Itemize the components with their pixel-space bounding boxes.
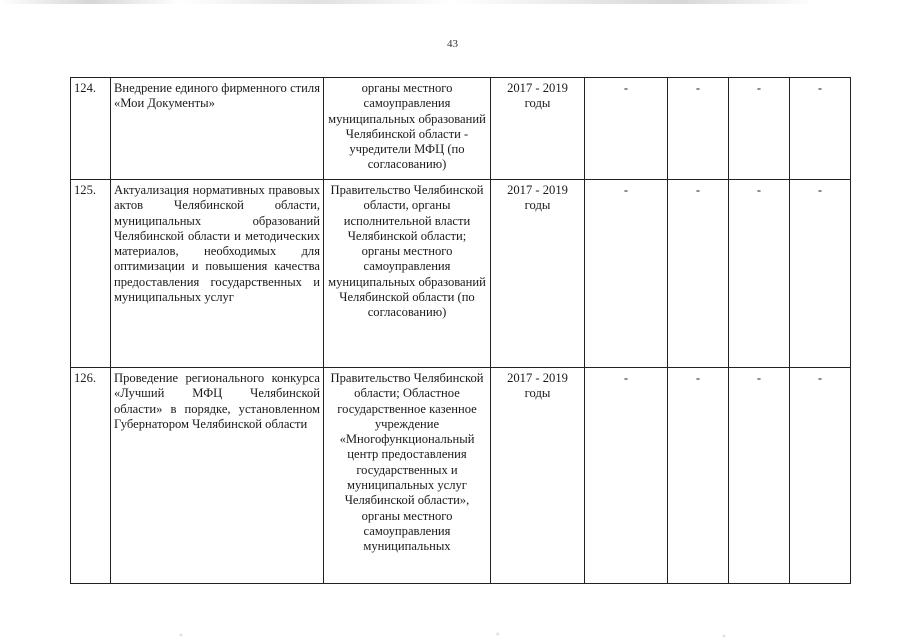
scan-artifact-top [0, 0, 905, 4]
executor: органы местного самоуправления муниципальных образований Челябинской области - учредители МФЦ (по согласованию) [324, 78, 491, 180]
value-cell: - [790, 78, 851, 180]
table-row [71, 368, 851, 584]
page-number: 43 [447, 38, 458, 50]
table-row [71, 180, 851, 368]
plan-table [70, 77, 851, 584]
value-cell: - [668, 78, 729, 180]
activity-name: Внедрение единого фирменного стиля «Мои Документы» [111, 78, 324, 180]
row-number: 125. [71, 180, 111, 368]
value-cell: - [790, 180, 851, 368]
value-cell: - [729, 368, 790, 584]
term: 2017 - 2019 годы [491, 78, 585, 180]
scan-artifact-bottom [0, 630, 905, 640]
term: 2017 - 2019 годы [491, 368, 585, 584]
executor: Правительство Челябинской области, органы исполнительной власти Челябинской области; органы местного самоуправления муниципальных образований Челябинской области (по согласованию) [324, 180, 491, 368]
row-number: 124. [71, 78, 111, 180]
term: 2017 - 2019 годы [491, 180, 585, 368]
value-cell: - [729, 78, 790, 180]
row-number: 126. [71, 368, 111, 584]
value-cell: - [585, 78, 668, 180]
executor: Правительство Челябинской области; Областное государственное казенное учреждение «Многофункциональный центр предоставления государственных и муниципальных услуг Челябинской области», органы местного самоуправления муниципальных [324, 368, 491, 584]
activity-name: Проведение регионального конкурса «Лучший МФЦ Челябинской области» в порядке, установленном Губернатором Челябинской области [111, 368, 324, 584]
value-cell: - [585, 180, 668, 368]
activity-name: Актуализация нормативных правовых актов Челябинской области, муниципальных образований Челябинской области и методических материалов, необходимых для оптимизации и повышения качества предоставления государственных и муниципальных услуг [111, 180, 324, 368]
value-cell: - [585, 368, 668, 584]
value-cell: - [790, 368, 851, 584]
value-cell: - [668, 368, 729, 584]
value-cell: - [729, 180, 790, 368]
value-cell: - [668, 180, 729, 368]
table-row [71, 78, 851, 180]
